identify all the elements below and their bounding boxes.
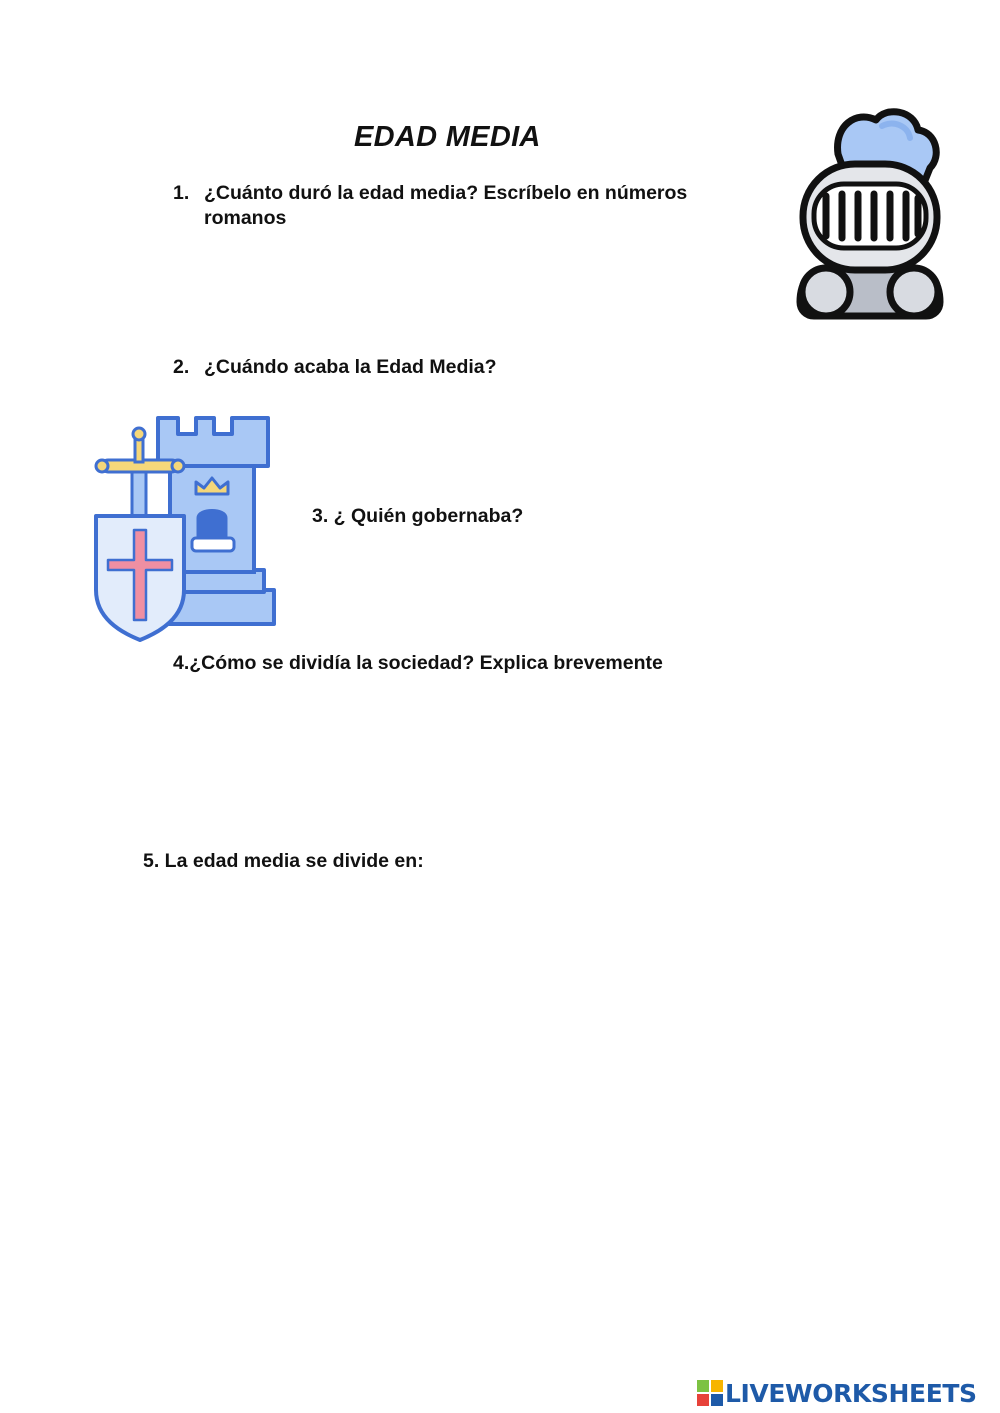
question-5-text: 5. La edad media se divide en: [143, 850, 424, 872]
question-2-number: 2. [173, 356, 190, 378]
liveworksheets-logo-icon [697, 1380, 723, 1406]
question-3-text: 3. ¿ Quién gobernaba? [312, 505, 524, 527]
question-4-text: 4.¿Cómo se dividía la sociedad? Explica brevemente [173, 652, 663, 674]
knight-helmet-icon [790, 104, 950, 324]
castle-tower-shield-sword-icon [88, 412, 284, 644]
question-1-text: ¿Cuánto duró la edad media? Escríbelo en números [204, 182, 688, 204]
brand-footer [697, 1376, 977, 1410]
question-1 [173, 181, 687, 231]
question-5 [143, 849, 424, 874]
question-2-text: ¿Cuándo acaba la Edad Media? [204, 356, 497, 378]
question-1-number: 1. [173, 182, 190, 204]
question-4 [173, 651, 663, 676]
question-3 [312, 504, 523, 529]
question-1-text-line2: romanos [204, 207, 287, 229]
question-2 [173, 355, 497, 380]
page-title: EDAD MEDIA [354, 121, 541, 153]
brand-text: LIVEWORKSHEETS [725, 1378, 977, 1408]
